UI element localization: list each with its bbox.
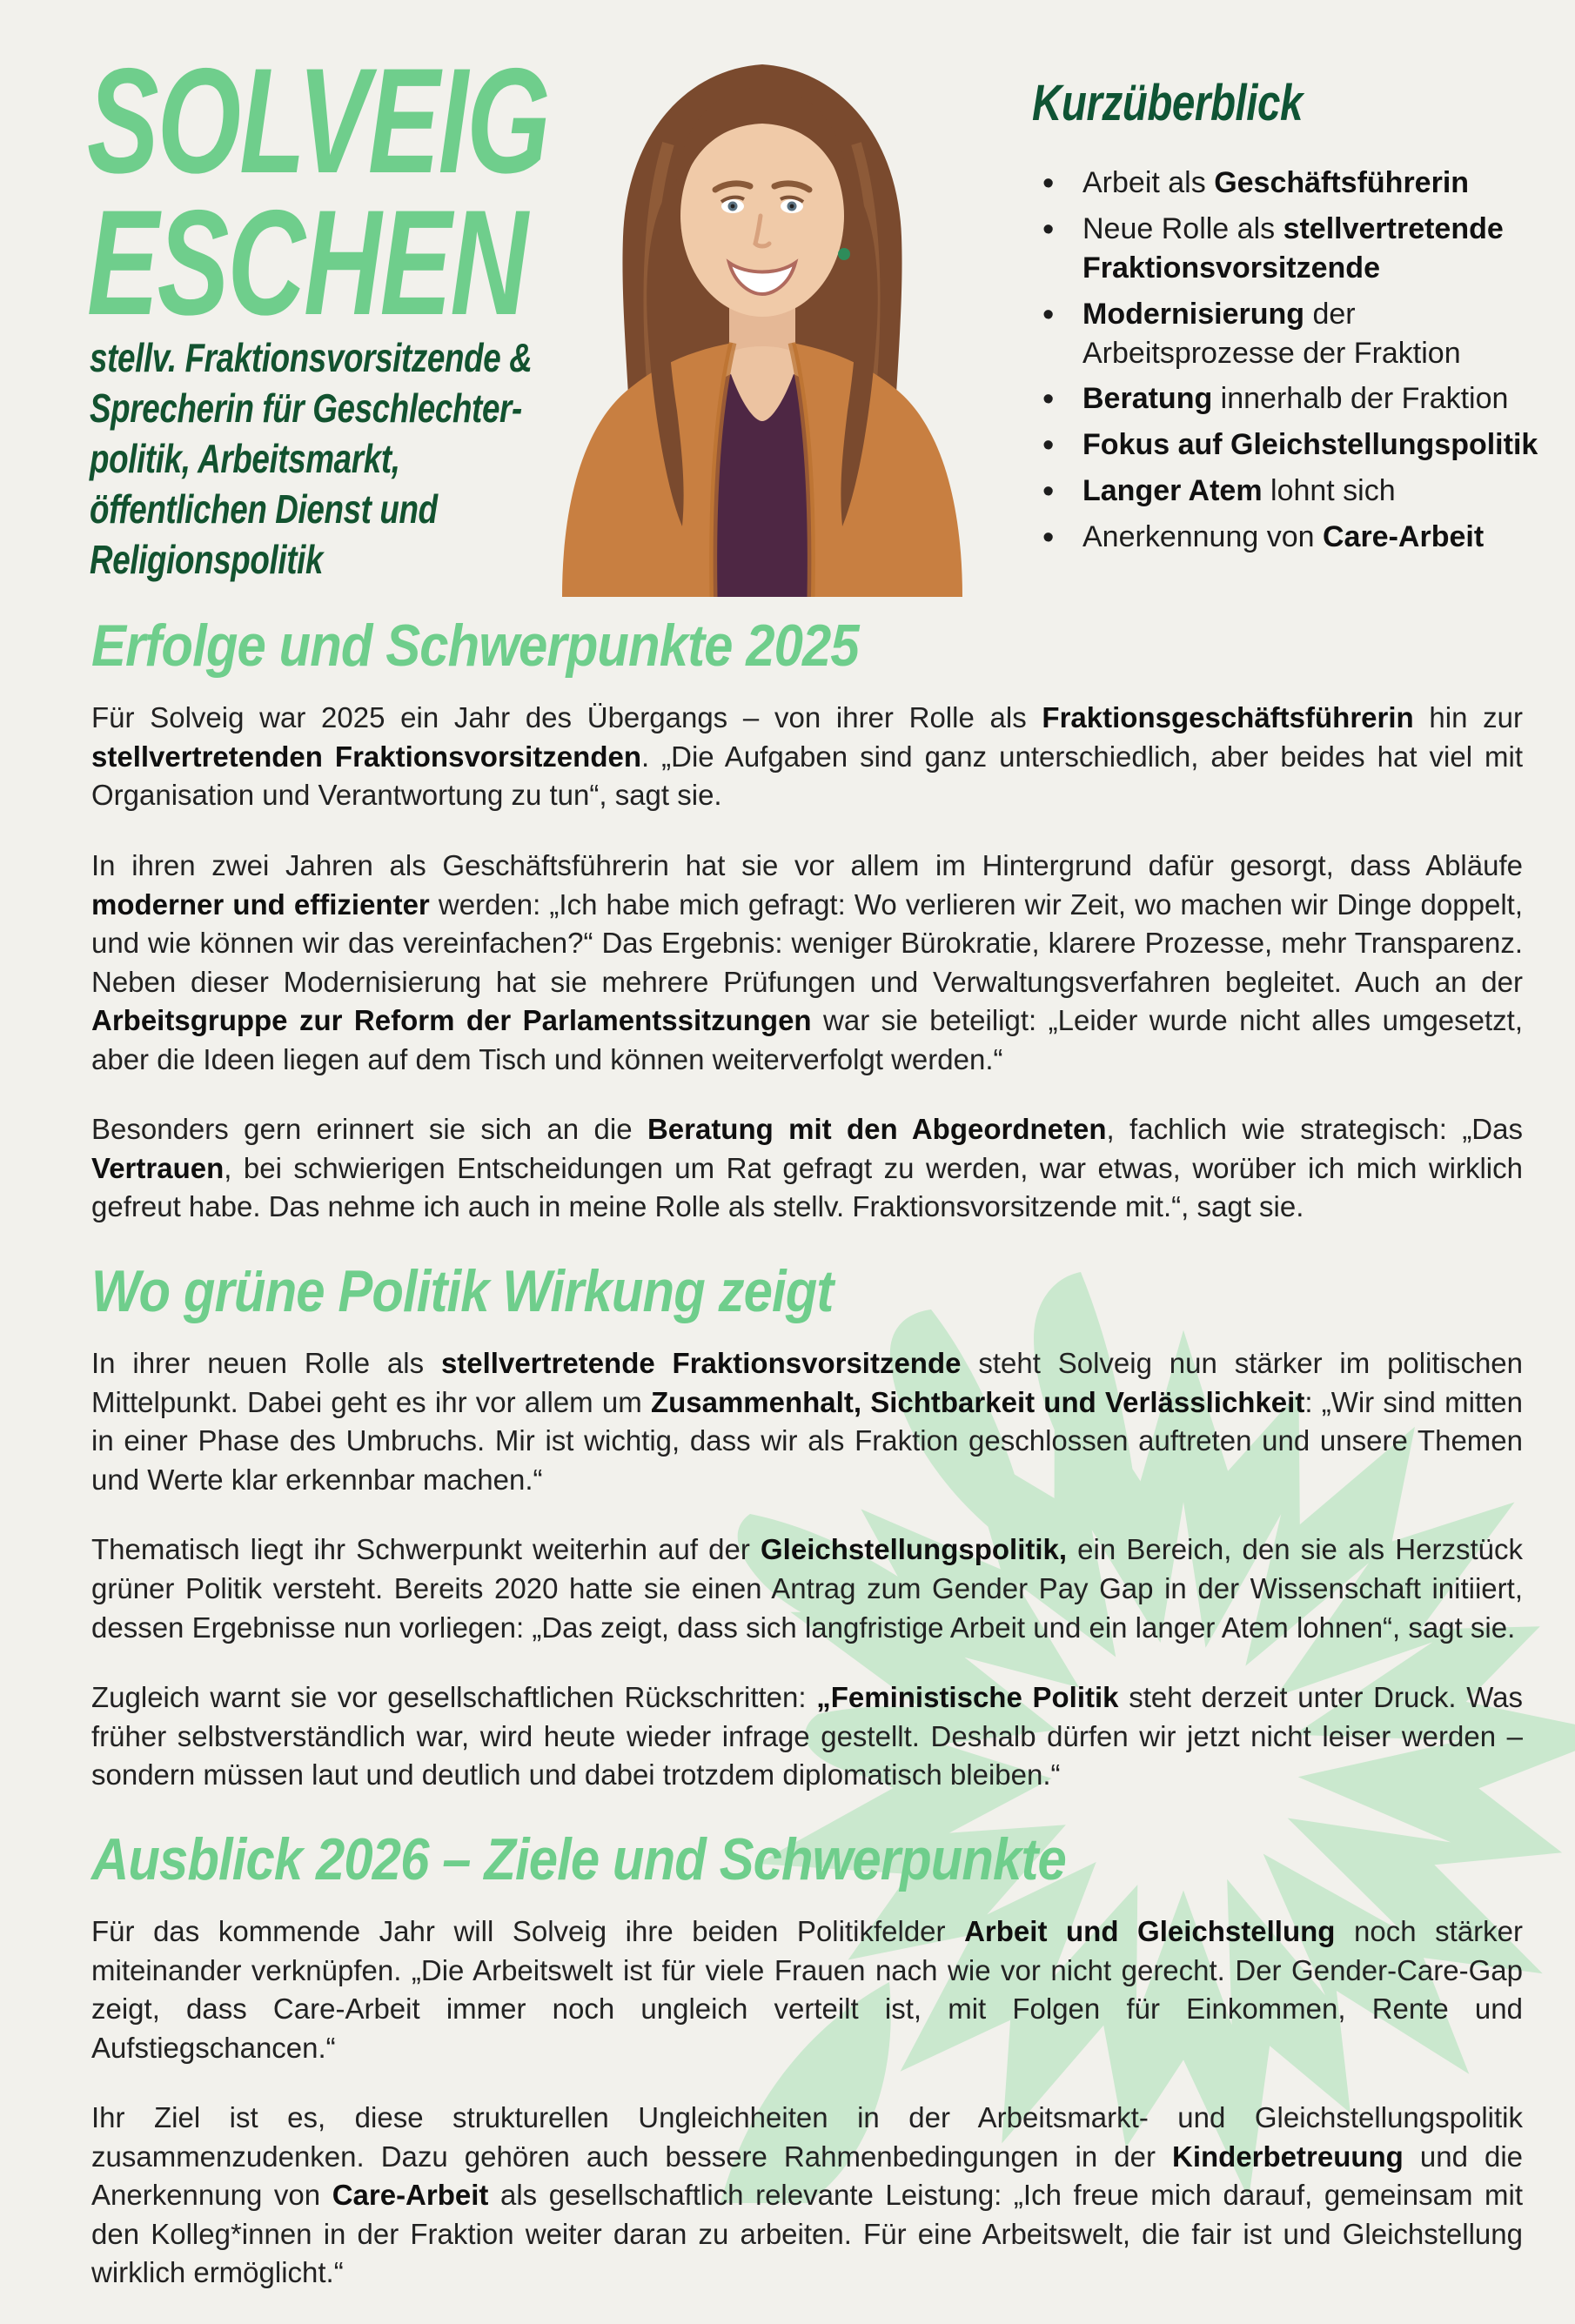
overview-title: Kurzüberblick (1032, 75, 1303, 131)
list-item: • Beratung innerhalb der Fraktion (1032, 379, 1568, 419)
role-line: Religionspolitik (90, 536, 324, 582)
person-role (90, 333, 532, 586)
section-erfolge-2025 (91, 613, 1524, 1227)
section-heading: Wo grüne Politik Wirkung zeigt (91, 1257, 834, 1324)
list-item: • Fokus auf Gleichstellungspolitik (1032, 425, 1568, 465)
role-line: stellv. Fraktionsvorsitzende & (90, 335, 533, 380)
section-ausblick-2026 (91, 1825, 1524, 2293)
paragraph: Für das kommende Jahr will Solveig ihre beiden Politikfelder Arbeit und Gleichstellung noch stärker miteinander verknüpfen. „Die Arbeitswelt ist für viele Frauen nach wie vor nicht gerecht. Der Gender-Care-Gap zeigt, dass Care-Arbeit immer noch ungleich verteilt ist, mit Folgen für Einkommen, Rente und Aufstiegschancen.“ (91, 1915, 1524, 2064)
person-name-line2: ESCHEN (87, 179, 526, 347)
paragraph: Thematisch liegt ihr Schwerpunkt weiterhin auf der Gleichstellungspolitik, ein Bereich, den sie als Herzstück grüner Politik versteht. Bereits 2020 hatte sie einen Antrag zum Gender Pay Gap in der Wissenschaft initiiert, dessen Ergebnisse nun vorliegen: „Das zeigt, dass sich langfristige Arbeit und ein langer Atem lohnen“, sagt sie. (91, 1533, 1523, 1644)
list-item: • Arbeit als Geschäftsführerin (1032, 164, 1568, 203)
paragraph: Für Solveig war 2025 ein Jahr des Übergangs – von ihrer Rolle als Fraktionsgeschäftsführerin hin zur stellvertretenden Fraktionsvorsitzenden. „Die Aufgaben sind ganz unterschiedlich, aber beides hat viel mit Organisation und Verantwortung zu tun“, sagt sie. (91, 701, 1523, 812)
section-heading: Erfolge und Schwerpunkte 2025 (91, 613, 859, 679)
paragraph: In ihrer neuen Rolle als stellvertretende Fraktionsvorsitzende steht Solveig nun stärker im politischen Mittelpunkt. Dabei geht es ihr vor allem um Zusammenhalt, Sichtbarkeit und Verlässlichkeit: „Wir sind mitten in einer Phase des Umbruchs. Mir ist wichtig, dass wir als Fraktion geschlossen auftreten und unsere Themen und Werte klar erkennbar machen.“ (91, 1347, 1524, 1496)
overview-panel (1032, 75, 1568, 564)
paragraph: Besonders gern erinnert sie sich an die Beratung mit den Abgeordneten, fachlich wie strategisch: „Das Vertrauen, bei schwierigen Entscheidungen um Rat gefragt zu werden, war etwas, worüber ich mich wirklich gefreut habe. Das nehme ich auch in meine Rolle als stellv. Fraktionsvorsitzende mit.“, sagt sie. (91, 1113, 1523, 1223)
list-item: • Anerkennung von Care-Arbeit (1032, 518, 1568, 557)
role-line: öffentlichen Dienst und (90, 486, 438, 532)
section-gruene-politik (91, 1257, 1524, 1795)
paragraph: In ihren zwei Jahren als Geschäftsführerin hat sie vor allem im Hintergrund dafür gesorgt, dass Abläufe moderner und effizienter werden: „Ich habe mich gefragt: Wo verlieren wir Zeit, wo machen wir Dinge doppelt, und wie können wir das vereinfachen?“ Das Ergebnis: weniger Bürokratie, klarere Prozesse, mehr Transparenz. Neben dieser Modernisierung hat sie mehrere Prüfungen und Verwaltungsverfahren begleitet. Auch an der Arbeitsgruppe zur Reform der Parlamentssitzungen war sie beteiligt: „Leider wurde nicht alles umgesetzt, aber die Ideen liegen auf dem Tisch und können weiterverfolgt werden.“ (91, 849, 1524, 1075)
list-item: • Neue Rolle als stellvertretende Fraktionsvorsitzende (1032, 210, 1568, 288)
list-item: • Langer Atem lohnt sich (1032, 472, 1568, 511)
overview-bullet-list (1032, 164, 1568, 557)
portrait-photo (538, 35, 987, 597)
earring-detail (838, 248, 850, 260)
section-heading: Ausblick 2026 – Ziele und Schwerpunkte (91, 1825, 1066, 1892)
paragraph: Zugleich warnt sie vor gesellschaftlichen Rückschritten: „Feministische Politik steht derzeit unter Druck. Was früher selbstverständlich war, wird heute wieder infrage gestellt. Deshalb dürfen wir jetzt nicht leiser werden – sondern müssen laut und deutlich und dabei trotzdem diplomatisch bleiben.“ (91, 1681, 1523, 1792)
person-name-line1: SOLVEIG (87, 37, 549, 204)
article-body (91, 613, 1524, 2324)
paragraph: Ihr Ziel ist es, diese strukturellen Ungleichheiten in der Arbeitsmarkt- und Gleichstellungspolitik zusammenzudenken. Dazu gehören auch bessere Rahmenbedingungen in der Kinderbetreuung und die Anerkennung von Care-Arbeit als gesellschaftlich relevante Leistung: „Ich freue mich darauf, gemeinsam mit den Kolleg*innen in der Fraktion weiter daran zu arbeiten. Für eine Arbeitswelt, die fair ist und Gleichstellung wirklich ermöglicht.“ (91, 2101, 1523, 2289)
role-line: politik, Arbeitsmarkt, (90, 435, 400, 481)
role-line: Sprecherin für Geschlechter- (90, 385, 522, 431)
person-name (87, 37, 549, 347)
list-item: • Modernisierung der Arbeitsprozesse der Fraktion (1032, 295, 1568, 373)
